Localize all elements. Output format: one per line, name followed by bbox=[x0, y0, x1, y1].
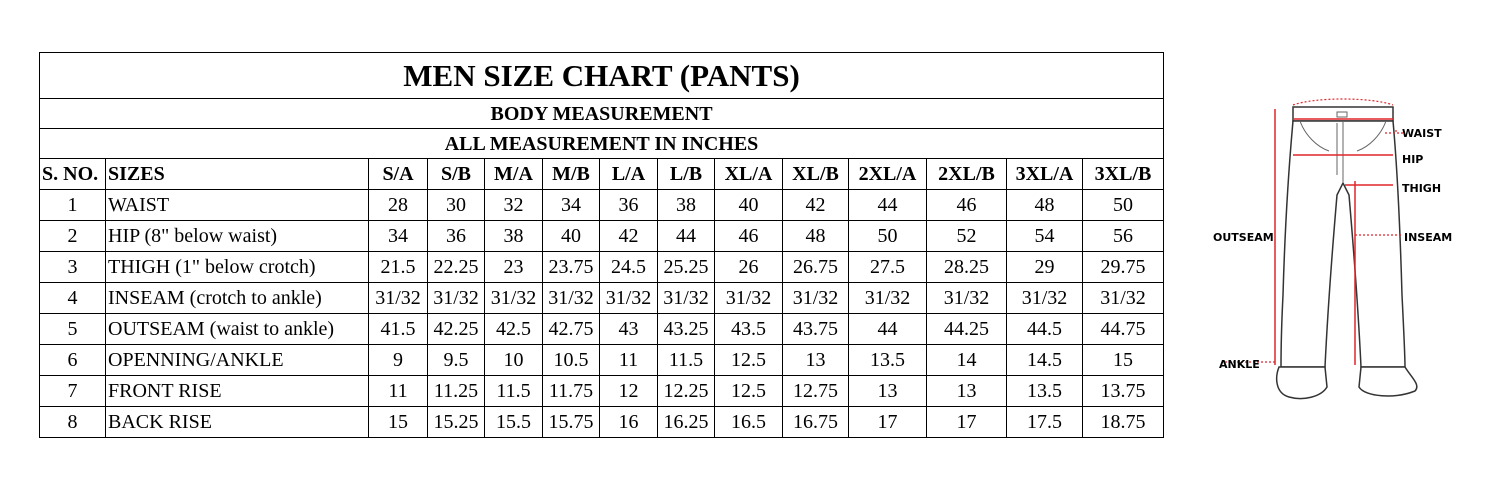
table-row bbox=[40, 376, 1164, 407]
measurement-value: 50 bbox=[1083, 190, 1164, 221]
measurement-value: 32 bbox=[485, 190, 543, 221]
measurement-value: 46 bbox=[715, 221, 783, 252]
measurement-value: 16.5 bbox=[715, 407, 783, 438]
measurement-value: 31/32 bbox=[783, 283, 849, 314]
measurement-name: OPENNING/ANKLE bbox=[106, 345, 369, 376]
measurement-value: 29.75 bbox=[1083, 252, 1164, 283]
measurement-value: 31/32 bbox=[1083, 283, 1164, 314]
measurement-value: 13 bbox=[849, 376, 927, 407]
measurement-value: 13.75 bbox=[1083, 376, 1164, 407]
measurement-value: 31/32 bbox=[927, 283, 1007, 314]
header-size-m-b: M/B bbox=[543, 159, 600, 190]
pants-outline bbox=[1277, 107, 1417, 399]
measurement-value: 12 bbox=[600, 376, 658, 407]
measurement-value: 24.5 bbox=[600, 252, 658, 283]
measurement-value: 25.25 bbox=[658, 252, 715, 283]
header-sno: S. NO. bbox=[40, 159, 106, 190]
measurement-value: 34 bbox=[369, 221, 428, 252]
measurement-value: 29 bbox=[1007, 252, 1083, 283]
measurement-value: 14.5 bbox=[1007, 345, 1083, 376]
measurement-name: BACK RISE bbox=[106, 407, 369, 438]
header-size-2xl-b: 2XL/B bbox=[927, 159, 1007, 190]
measurement-value: 21.5 bbox=[369, 252, 428, 283]
measurement-value: 26.75 bbox=[783, 252, 849, 283]
measurement-value: 36 bbox=[428, 221, 485, 252]
header-sizes: SIZES bbox=[106, 159, 369, 190]
measurement-value: 12.25 bbox=[658, 376, 715, 407]
measurement-value: 11.75 bbox=[543, 376, 600, 407]
label-ankle: ANKLE bbox=[1219, 358, 1260, 371]
row-number: 2 bbox=[40, 221, 106, 252]
measurement-value: 13 bbox=[927, 376, 1007, 407]
measurement-value: 43.5 bbox=[715, 314, 783, 345]
row-number: 5 bbox=[40, 314, 106, 345]
measurement-value: 48 bbox=[1007, 190, 1083, 221]
measurement-name: INSEAM (crotch to ankle) bbox=[106, 283, 369, 314]
measurement-value: 38 bbox=[485, 221, 543, 252]
measurement-value: 23.75 bbox=[543, 252, 600, 283]
table-row bbox=[40, 345, 1164, 376]
measurement-value: 42.5 bbox=[485, 314, 543, 345]
measurement-value: 26 bbox=[715, 252, 783, 283]
row-number: 1 bbox=[40, 190, 106, 221]
measurement-value: 42 bbox=[600, 221, 658, 252]
measurement-value: 31/32 bbox=[600, 283, 658, 314]
table-row bbox=[40, 314, 1164, 345]
header-size-3xl-b: 3XL/B bbox=[1083, 159, 1164, 190]
measurement-name: OUTSEAM (waist to ankle) bbox=[106, 314, 369, 345]
measurement-value: 13.5 bbox=[849, 345, 927, 376]
measurement-value: 31/32 bbox=[369, 283, 428, 314]
measurement-value: 14 bbox=[927, 345, 1007, 376]
measurement-value: 12.5 bbox=[715, 376, 783, 407]
measurement-value: 44 bbox=[658, 221, 715, 252]
measurement-value: 43.75 bbox=[783, 314, 849, 345]
label-thigh: THIGH bbox=[1402, 182, 1442, 195]
measurement-value: 52 bbox=[927, 221, 1007, 252]
measurement-value: 31/32 bbox=[658, 283, 715, 314]
table-row bbox=[40, 252, 1164, 283]
measurement-value: 44 bbox=[849, 190, 927, 221]
measurement-value: 16.25 bbox=[658, 407, 715, 438]
header-size-xl-a: XL/A bbox=[715, 159, 783, 190]
measurement-value: 31/32 bbox=[1007, 283, 1083, 314]
measurement-value: 11.25 bbox=[428, 376, 485, 407]
measurement-value: 11.5 bbox=[658, 345, 715, 376]
measurement-value: 31/32 bbox=[543, 283, 600, 314]
table-row bbox=[40, 407, 1164, 438]
measurement-value: 15.5 bbox=[485, 407, 543, 438]
header-size-l-b: L/B bbox=[658, 159, 715, 190]
measurement-value: 44.5 bbox=[1007, 314, 1083, 345]
measurement-value: 31/32 bbox=[849, 283, 927, 314]
measurement-value: 50 bbox=[849, 221, 927, 252]
table-row bbox=[40, 190, 1164, 221]
measurement-value: 28 bbox=[369, 190, 428, 221]
measurement-value: 28.25 bbox=[927, 252, 1007, 283]
measurement-value: 13 bbox=[783, 345, 849, 376]
measurement-value: 17.5 bbox=[1007, 407, 1083, 438]
measurement-name: WAIST bbox=[106, 190, 369, 221]
row-number: 7 bbox=[40, 376, 106, 407]
label-waist: WAIST bbox=[1402, 127, 1442, 140]
measurement-value: 30 bbox=[428, 190, 485, 221]
measurement-value: 40 bbox=[715, 190, 783, 221]
header-size-xl-b: XL/B bbox=[783, 159, 849, 190]
measurement-value: 10.5 bbox=[543, 345, 600, 376]
chart-title: MEN SIZE CHART (PANTS) bbox=[40, 53, 1164, 99]
measurement-value: 36 bbox=[600, 190, 658, 221]
header-size-s-a: S/A bbox=[369, 159, 428, 190]
row-number: 8 bbox=[40, 407, 106, 438]
table-row bbox=[40, 283, 1164, 314]
measurement-value: 13.5 bbox=[1007, 376, 1083, 407]
measurement-value: 17 bbox=[927, 407, 1007, 438]
measurement-value: 34 bbox=[543, 190, 600, 221]
measurement-value: 46 bbox=[927, 190, 1007, 221]
measurement-value: 9 bbox=[369, 345, 428, 376]
measurement-value: 17 bbox=[849, 407, 927, 438]
measurement-name: HIP (8" below waist) bbox=[106, 221, 369, 252]
table-row bbox=[40, 221, 1164, 252]
measurement-value: 10 bbox=[485, 345, 543, 376]
measurement-value: 15 bbox=[369, 407, 428, 438]
measurement-value: 38 bbox=[658, 190, 715, 221]
row-number: 3 bbox=[40, 252, 106, 283]
measurement-name: THIGH (1" below crotch) bbox=[106, 252, 369, 283]
measurement-value: 23 bbox=[485, 252, 543, 283]
measurement-value: 9.5 bbox=[428, 345, 485, 376]
measurement-value: 40 bbox=[543, 221, 600, 252]
pants-diagram bbox=[1205, 95, 1465, 415]
measurement-value: 31/32 bbox=[428, 283, 485, 314]
measurement-value: 16.75 bbox=[783, 407, 849, 438]
measurement-value: 22.25 bbox=[428, 252, 485, 283]
measurement-value: 56 bbox=[1083, 221, 1164, 252]
measurement-value: 43.25 bbox=[658, 314, 715, 345]
measurement-value: 43 bbox=[600, 314, 658, 345]
measurement-value: 15 bbox=[1083, 345, 1164, 376]
measurement-value: 44.25 bbox=[927, 314, 1007, 345]
measurement-value: 44.75 bbox=[1083, 314, 1164, 345]
measurement-value: 31/32 bbox=[485, 283, 543, 314]
header-size-s-b: S/B bbox=[428, 159, 485, 190]
row-number: 6 bbox=[40, 345, 106, 376]
measurement-value: 54 bbox=[1007, 221, 1083, 252]
header-size-2xl-a: 2XL/A bbox=[849, 159, 927, 190]
row-number: 4 bbox=[40, 283, 106, 314]
header-row bbox=[40, 159, 1164, 190]
measurement-value: 27.5 bbox=[849, 252, 927, 283]
measurement-value: 41.5 bbox=[369, 314, 428, 345]
measurement-value: 16 bbox=[600, 407, 658, 438]
measurement-value: 11.5 bbox=[485, 376, 543, 407]
measurement-value: 12.5 bbox=[715, 345, 783, 376]
header-size-3xl-a: 3XL/A bbox=[1007, 159, 1083, 190]
measurement-value: 42 bbox=[783, 190, 849, 221]
measurement-value: 44 bbox=[849, 314, 927, 345]
measurement-value: 18.75 bbox=[1083, 407, 1164, 438]
measurement-value: 31/32 bbox=[715, 283, 783, 314]
label-hip: HIP bbox=[1402, 153, 1424, 166]
header-size-m-a: M/A bbox=[485, 159, 543, 190]
measurement-value: 11 bbox=[369, 376, 428, 407]
label-outseam: OUTSEAM bbox=[1213, 231, 1274, 244]
measurement-value: 48 bbox=[783, 221, 849, 252]
measurement-value: 15.75 bbox=[543, 407, 600, 438]
measurement-value: 11 bbox=[600, 345, 658, 376]
units-note: ALL MEASUREMENT IN INCHES bbox=[40, 129, 1164, 159]
size-chart-table bbox=[39, 52, 1164, 438]
measurement-value: 42.75 bbox=[543, 314, 600, 345]
label-inseam: INSEAM bbox=[1404, 231, 1453, 244]
measurement-value: 15.25 bbox=[428, 407, 485, 438]
header-size-l-a: L/A bbox=[600, 159, 658, 190]
chart-subtitle: BODY MEASUREMENT bbox=[40, 99, 1164, 129]
measurement-name: FRONT RISE bbox=[106, 376, 369, 407]
measurement-value: 42.25 bbox=[428, 314, 485, 345]
measurement-value: 12.75 bbox=[783, 376, 849, 407]
